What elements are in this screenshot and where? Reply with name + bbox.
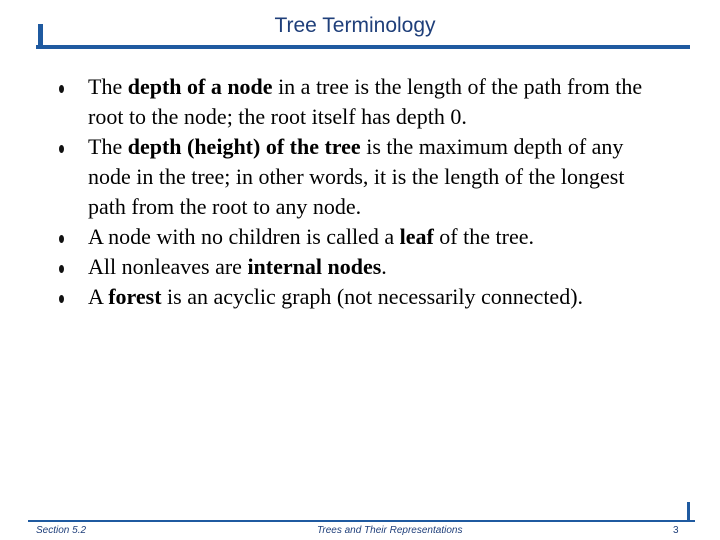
bold-term: depth (height) of the tree [127,134,361,159]
bullet-item [58,132,658,222]
footer-section: Section 5.2 [36,525,87,536]
bullet-text: The [88,74,128,99]
title-rule [36,45,690,49]
bold-term: forest [108,284,162,309]
bullet-text: is an acyclic graph (not necessarily connected). [161,284,584,309]
footer-topic: Trees and Their Representations [317,525,463,536]
bullet-dot-icon [59,295,64,303]
bullet-item [58,282,658,312]
footer-page-number: 3 [673,525,679,536]
slide-title: Tree Terminology [274,14,436,37]
bullet-list [58,72,658,312]
bullet-text: is the maximum depth of any node in the tree; in other words, it is the length of the longest path from the root to any node. [88,134,625,219]
bullet-item [58,72,658,132]
bold-term: leaf [399,224,434,249]
bullet-text: A [88,284,109,309]
bullet-text: A node with no children is called a [88,224,400,249]
bullet-text: The [88,134,128,159]
bullet-item [58,252,658,282]
bold-term: depth of a node [127,74,273,99]
bullet-text: . [381,254,387,279]
bullet-text: All nonleaves are [88,254,248,279]
footer-rule [28,520,695,522]
bullet-item [58,222,658,252]
bullet-dot-icon [59,85,64,93]
bullet-text: of the tree. [433,224,534,249]
footer-rule-tick [687,502,690,522]
bullet-text: in a tree is the length of the path from the root to the node; the root itself has depth 0. [88,74,643,129]
bold-term: internal nodes [247,254,382,279]
bullet-dot-icon [59,145,64,153]
bullet-dot-icon [59,265,64,273]
bullet-dot-icon [59,235,64,243]
